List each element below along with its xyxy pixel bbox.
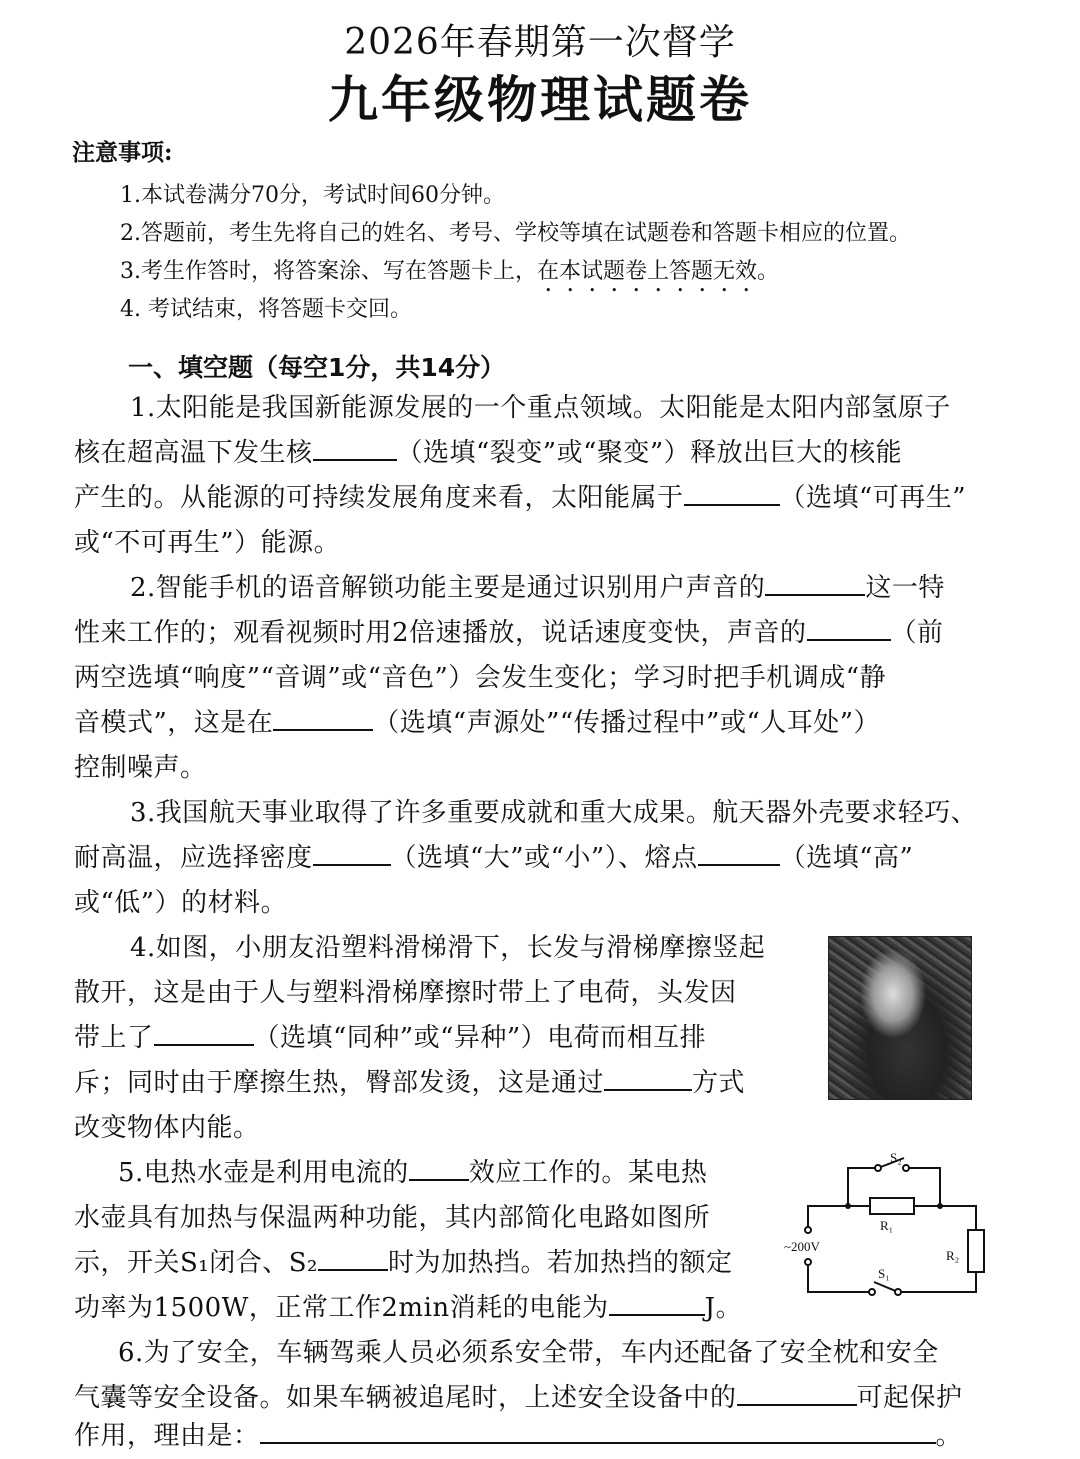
answer-blank	[273, 707, 373, 731]
answer-blank	[318, 1247, 388, 1271]
power-source-label: ~200V	[784, 1239, 820, 1254]
q5-line-1	[118, 1151, 707, 1196]
q2-line-1b: 这一特	[865, 573, 945, 603]
q5-line-4b: J。	[704, 1293, 743, 1323]
q6-line-2a: 气囊等安全设备。如果车辆被追尾时，上述安全设备中的	[74, 1383, 737, 1413]
q3-line-2c: （选填“高”	[779, 843, 914, 873]
answer-blank	[260, 1420, 936, 1444]
q6-line-3	[74, 1414, 962, 1459]
q3-line-3: 或“低”）的材料。	[74, 888, 288, 918]
exam-subtitle: 2026年春期第一次督学	[344, 22, 736, 63]
q5-line-3	[74, 1241, 733, 1286]
slide-photo	[828, 936, 972, 1100]
q4-line-4b: 方式	[692, 1068, 746, 1098]
q5-line-1b: 效应工作的。某电热	[468, 1158, 708, 1188]
notice-item-1: 1.本试卷满分70分，考试时间60分钟。	[120, 183, 505, 208]
q1-line-1: 1.太阳能是我国新能源发展的一个重点领域。太阳能是太阳内部氢原子	[130, 393, 951, 423]
q1-line-3b: （选填“可再生”	[779, 483, 967, 513]
answer-blank	[609, 1292, 705, 1316]
notice-item-3-text: 3.考生作答时，将答案涂、写在答题卡上，	[120, 259, 537, 284]
q5-line-1a: 5.电热水壶是利用电流的	[118, 1158, 409, 1188]
q5-line-2: 水壶具有加热与保温两种功能，其内部简化电路如图所	[74, 1203, 711, 1233]
notice-item-3	[120, 254, 779, 297]
q6-line-3a: 作用，理由是：	[74, 1421, 260, 1451]
q1-line-3	[74, 476, 966, 521]
q5-line-3a: 示，开关S₁闭合、S₂	[74, 1248, 318, 1278]
circuit-diagram	[780, 1150, 1000, 1310]
q3-line-2b: （选填“大”或“小”）、熔点	[390, 843, 698, 873]
q1-line-2b: （选填“裂变”或“聚变”）释放出巨大的核能	[396, 438, 903, 468]
q2-line-2a: 性来工作的；观看视频时用2倍速播放，说话速度变快，声音的	[74, 618, 807, 648]
section-heading: 一、填空题（每空1分，共14分）	[128, 353, 506, 382]
q2-line-4a: 音模式”，这是在	[74, 708, 274, 738]
q2-line-2	[74, 611, 944, 656]
resistor-r2-label: R₂	[946, 1248, 960, 1263]
q4-line-4a: 斥；同时由于摩擦生热，臀部发烫，这是通过	[74, 1068, 605, 1098]
exam-title: 九年级物理试题卷	[328, 70, 752, 129]
answer-blank	[154, 1022, 254, 1046]
answer-blank	[409, 1157, 469, 1181]
q5-line-4	[74, 1286, 742, 1331]
resistor-r1-label: R₁	[880, 1218, 894, 1233]
q3-line-2	[74, 836, 913, 881]
q2-line-3: 两空选填“响度”“音调”或“音色”）会发生变化；学习时把手机调成“静	[74, 663, 887, 693]
notice-heading: 注意事项:	[72, 139, 173, 166]
q4-line-5: 改变物体内能。	[74, 1113, 260, 1143]
q3-line-2a: 耐高温，应选择密度	[74, 843, 313, 873]
q6-line-1: 6.为了安全，车辆驾乘人员必须系安全带，车内还配备了安全枕和安全	[118, 1338, 939, 1368]
q4-line-3b: （选填“同种”或“异种”）电荷而相互排	[253, 1023, 707, 1053]
notice-item-4: 4. 考试结束，将答题卡交回。	[120, 297, 412, 322]
q3-line-1: 3.我国航天事业取得了许多重要成就和重大成果。航天器外壳要求轻巧、	[130, 798, 978, 828]
answer-blank	[684, 482, 780, 506]
answer-blank	[765, 572, 865, 596]
q1-line-4: 或“不可再生”）能源。	[74, 528, 341, 558]
answer-blank	[737, 1382, 857, 1406]
switch-s2-label: S₂	[890, 1150, 902, 1165]
q5-line-3b: 时为加热挡。若加热挡的额定	[387, 1248, 733, 1278]
answer-blank	[313, 842, 391, 866]
notice-item-2: 2.答题前，考生先将自己的姓名、考号、学校等填在试题卷和答题卡相应的位置。	[120, 221, 911, 246]
q2-line-1a: 2.智能手机的语音解锁功能主要是通过识别用户声音的	[130, 573, 766, 603]
answer-blank	[313, 437, 397, 461]
answer-blank	[807, 617, 891, 641]
q4-line-3a: 带上了	[74, 1023, 154, 1053]
q2-line-4b: （选填“声源处”“传播过程中”或“人耳处”）	[373, 708, 881, 738]
q2-line-1	[130, 566, 945, 611]
q4-line-2: 散开，这是由于人与塑料滑梯摩擦时带上了电荷，头发因	[74, 978, 737, 1008]
q2-line-2b: （前	[890, 618, 944, 648]
q6-line-3b: 。	[935, 1421, 963, 1451]
q1-line-2a: 核在超高温下发生核	[74, 438, 313, 468]
answer-blank	[604, 1067, 692, 1091]
switch-s1-label: S₁	[878, 1266, 890, 1281]
q2-line-5: 控制噪声。	[74, 753, 207, 783]
q4-line-4	[74, 1061, 745, 1106]
q6-line-2b: 可起保护	[856, 1383, 963, 1413]
answer-blank	[698, 842, 780, 866]
q1-line-3a: 产生的。从能源的可持续发展角度来看，太阳能属于	[74, 483, 684, 513]
q4-line-1: 4.如图，小朋友沿塑料滑梯滑下，长发与滑梯摩擦竖起	[130, 933, 766, 963]
q2-line-4	[74, 701, 880, 746]
q4-line-3	[74, 1016, 706, 1061]
notice-item-3-emphasis: 在本试题卷上答题无效。	[537, 259, 780, 284]
q5-line-4a: 功率为1500W，正常工作2min消耗的电能为	[74, 1293, 609, 1323]
q1-line-2	[74, 431, 902, 476]
